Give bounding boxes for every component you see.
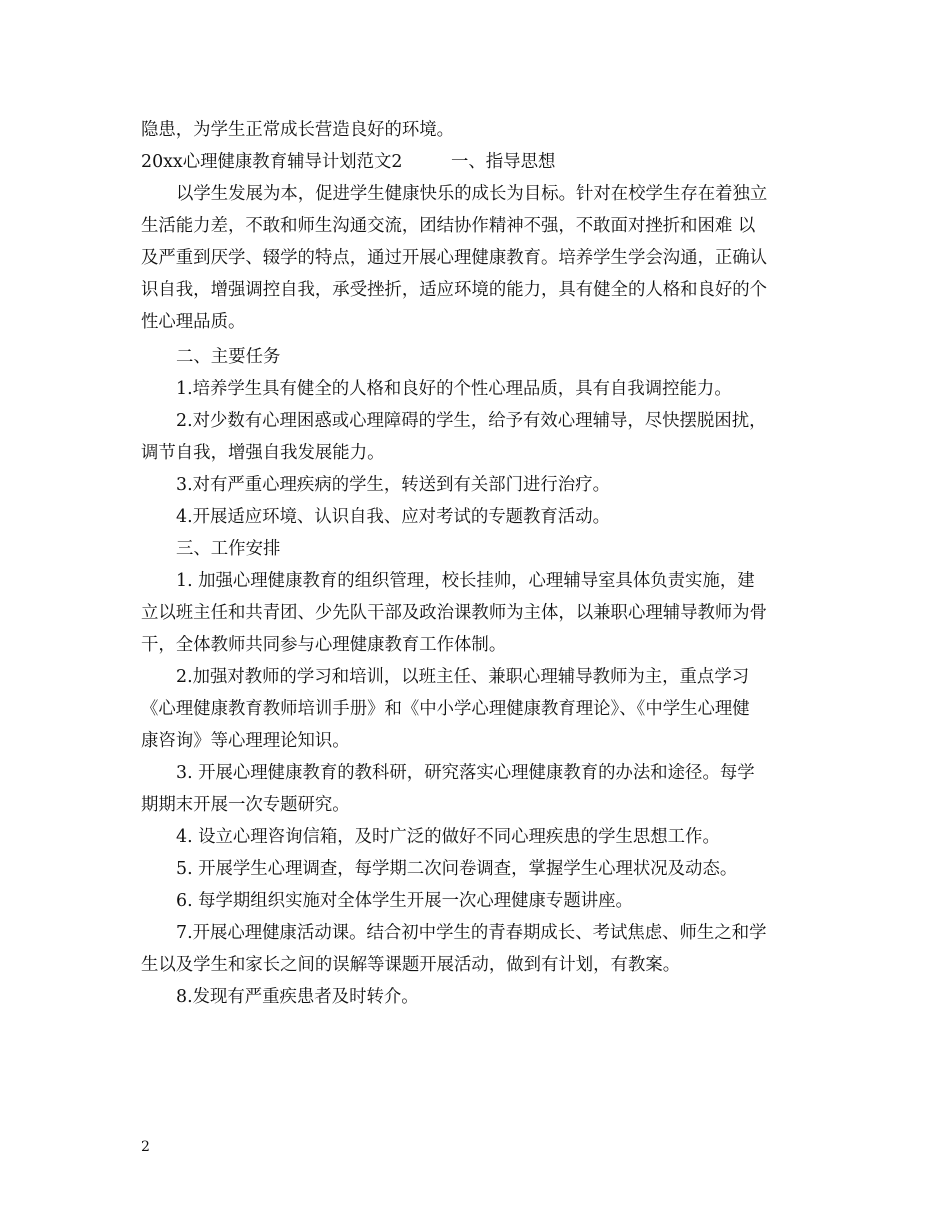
list-item-continuation: 《心理健康教育教师培训手册》和《中小学心理健康教育理论》、《中学生心理健 bbox=[141, 699, 750, 719]
list-item: 1. 加强心理健康教育的组织管理，校长挂帅，心理辅导室具体负责实施，建 bbox=[176, 571, 755, 591]
document-body bbox=[141, 114, 811, 1013]
list-item: 2.加强对教师的学习和培训，以班主任、兼职心理辅导教师为主，重点学习 bbox=[176, 667, 750, 687]
list-item: 6. 每学期组织实施对全体学生开展一次心理健康专题讲座。 bbox=[176, 891, 633, 911]
list-item: 7.开展心理健康活动课。结合初中学生的青春期成长、考试焦虑、师生之和学 bbox=[176, 923, 767, 943]
list-item: 4. 设立心理咨询信箱，及时广泛的做好不同心理疾患的学生思想工作。 bbox=[176, 827, 720, 847]
list-item: 4.开展适应环境、认识自我、应对考试的专题教育活动。 bbox=[176, 507, 610, 527]
list-item-continuation: 康咨询》等心理理论知识。 bbox=[141, 731, 350, 751]
paragraph-line: 识自我，增强调控自我，承受挫折，适应环境的能力，具有健全的人格和良好的个 bbox=[141, 280, 768, 300]
paragraph-line: 性心理品质。 bbox=[141, 312, 246, 332]
paragraph-line: 以学生发展为本，促进学生健康快乐的成长为目标。针对在校学生存在着独立 bbox=[176, 184, 768, 204]
list-item: 3. 开展心理健康教育的教科研，研究落实心理健康教育的办法和途径。每学 bbox=[176, 763, 755, 783]
list-item: 1.培养学生具有健全的人格和良好的个性心理品质，具有自我调控能力。 bbox=[176, 379, 732, 399]
text-line: 隐患，为学生正常成长营造良好的环境。 bbox=[141, 120, 455, 140]
heading-guiding-ideology: 一、指导思想 bbox=[451, 152, 556, 172]
list-item-continuation: 期期末开展一次专题研究。 bbox=[141, 795, 350, 815]
list-item-continuation: 生以及学生和家长之间的误解等课题开展活动，做到有计划，有教案。 bbox=[141, 955, 681, 975]
list-item-continuation: 立以班主任和共青团、少先队干部及政治课教师为主体，以兼职心理辅导教师为骨 bbox=[141, 603, 768, 623]
list-item: 3.对有严重心理疾病的学生，转送到有关部门进行治疗。 bbox=[176, 475, 610, 495]
list-item: 8.发现有严重疾患者及时转介。 bbox=[176, 987, 419, 1007]
list-item-continuation: 干，全体教师共同参与心理健康教育工作体制。 bbox=[141, 635, 507, 655]
list-item-continuation: 调节自我，增强自我发展能力。 bbox=[141, 443, 385, 463]
heading-work-arrangement: 三、工作安排 bbox=[176, 539, 281, 559]
plan-title: 20xx心理健康教育辅导计划范文2 bbox=[141, 152, 403, 172]
section-title-line bbox=[141, 146, 811, 178]
list-item: 2.对少数有心理困惑或心理障碍的学生，给予有效心理辅导，尽快摆脱困扰， bbox=[176, 411, 767, 431]
paragraph-line: 生活能力差，不敢和师生沟通交流，团结协作精神不强，不敢面对挫折和困难 以 bbox=[141, 216, 756, 236]
list-item: 5. 开展学生心理调查，每学期二次问卷调查，掌握学生心理状况及动态。 bbox=[176, 859, 738, 879]
paragraph-line: 及严重到厌学、辍学的特点，通过开展心理健康教育。培养学生学会沟通，正确认 bbox=[141, 248, 768, 268]
heading-main-tasks: 二、主要任务 bbox=[176, 347, 281, 367]
page-number: 2 bbox=[141, 1139, 150, 1155]
